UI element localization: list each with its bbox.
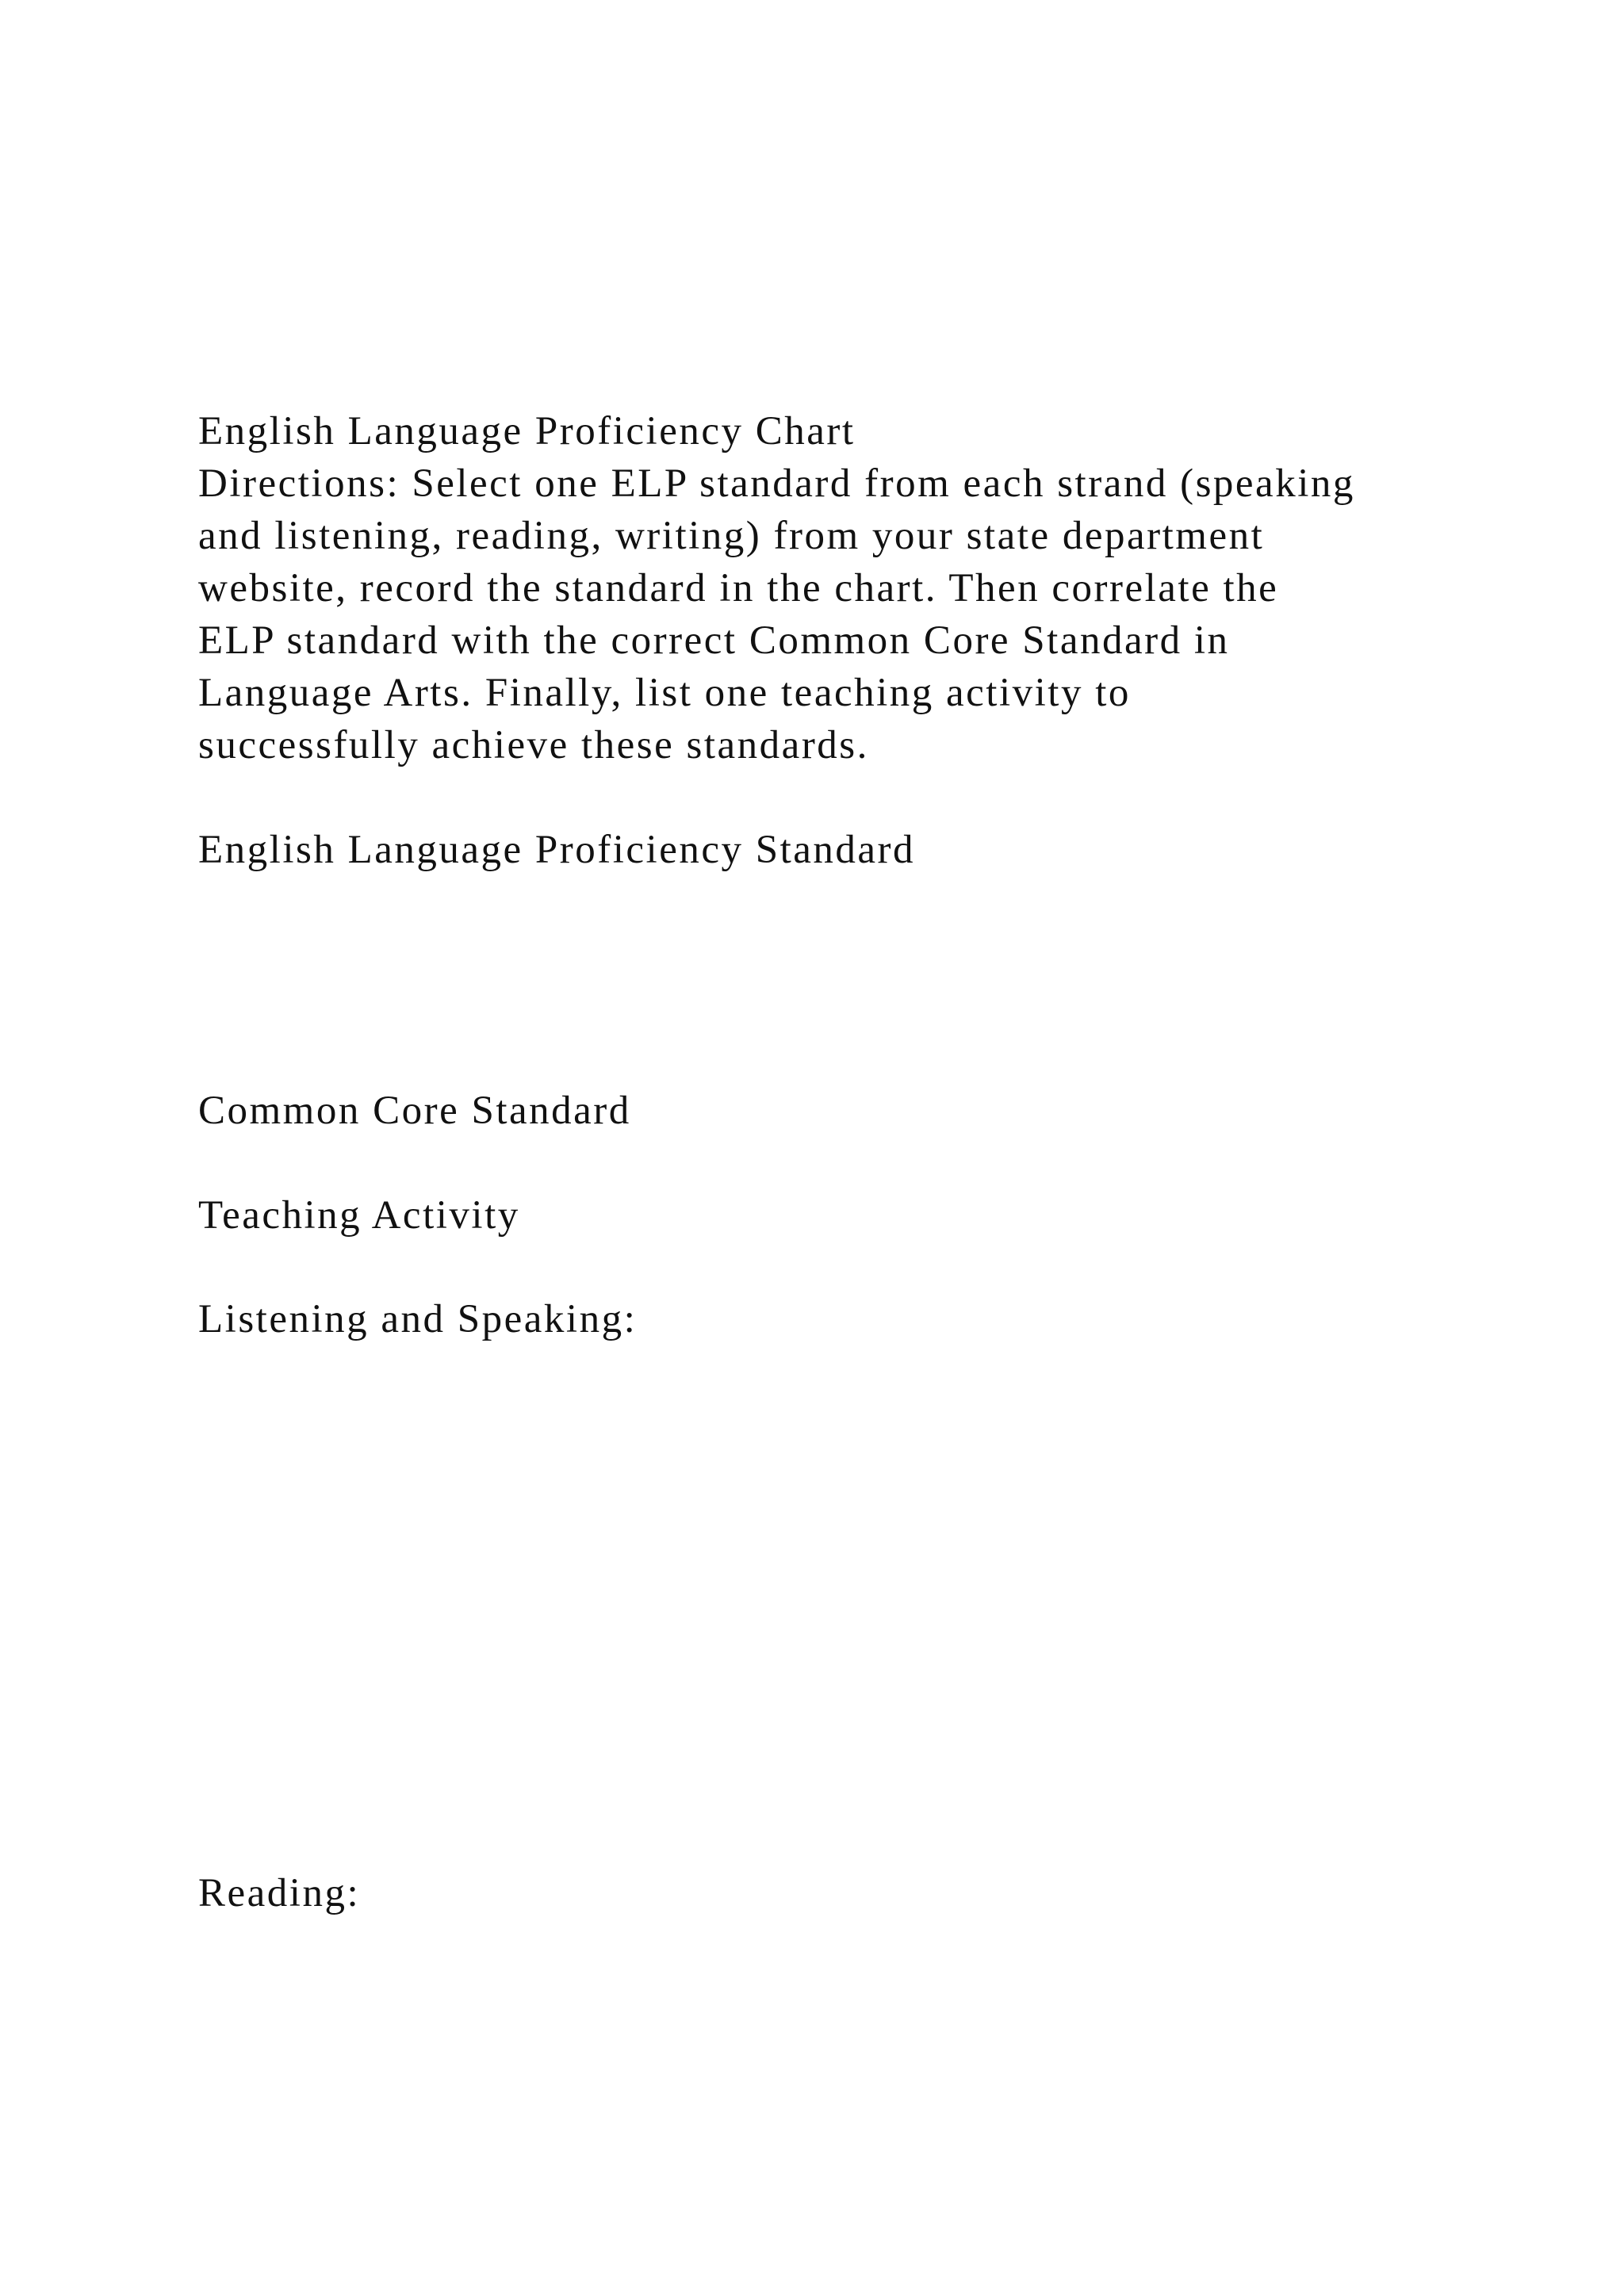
- directions-line-1: Directions: Select one ELP standard from each strand (speaking: [198, 461, 1355, 506]
- heading-elp-standard: English Language Proficiency Standard: [198, 828, 916, 872]
- directions-line-6: successfully achieve these standards.: [198, 723, 869, 767]
- strand-reading: Reading:: [198, 1871, 361, 1915]
- directions-line-2: and listening, reading, writing) from your state department: [198, 514, 1265, 558]
- heading-common-core-standard: Common Core Standard: [198, 1089, 631, 1133]
- directions-line-4: ELP standard with the correct Common Core Standard in: [198, 618, 1230, 663]
- heading-teaching-activity: Teaching Activity: [198, 1193, 520, 1238]
- document-title: English Language Proficiency Chart: [198, 409, 856, 453]
- directions-line-5: Language Arts. Finally, list one teaching activity to: [198, 671, 1131, 715]
- directions-line-3: website, record the standard in the chart. Then correlate the: [198, 566, 1279, 610]
- strand-listening-speaking: Listening and Speaking:: [198, 1297, 638, 1341]
